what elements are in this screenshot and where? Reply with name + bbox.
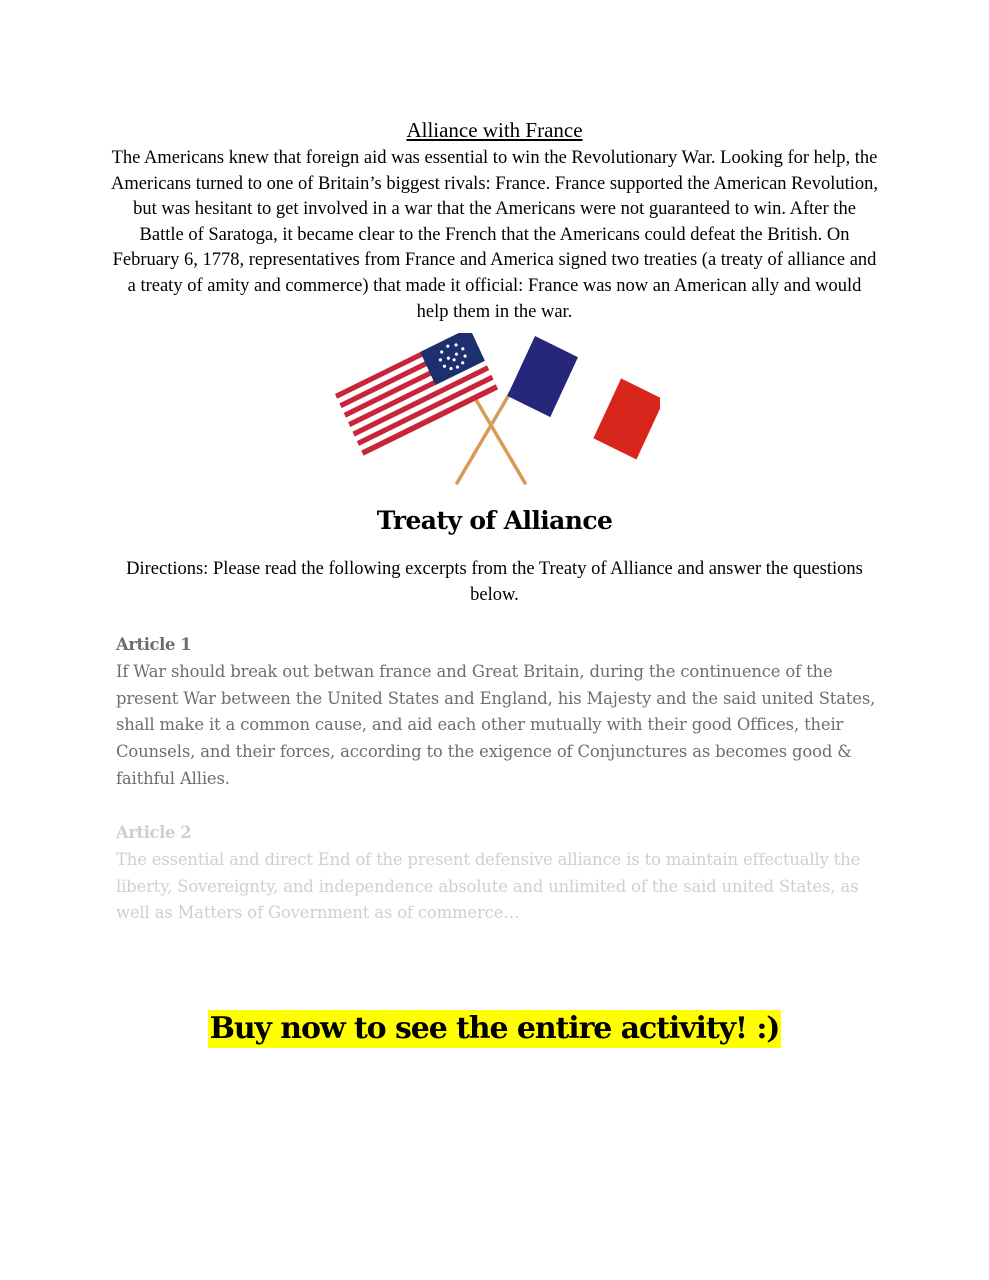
article-1 <box>116 632 876 793</box>
article-1-title: Article 1 <box>116 635 192 654</box>
intro-paragraph: The Americans knew that foreign aid was essential to win the Revolutionary War. Looking for help, the Americans turned to one of Britain’s biggest rivals: France. France supported the American Revolution, but was hesitant to get involved in a war that the Americans were not guaranteed to win. After the Battle of Saratoga, it became clear to the French that the Americans could defeat the British. On February 6, 1778, representatives from France and America signed two treaties (a treaty of alliance and a treaty of amity and commerce) that made it official: France was now an American ally and would help them in the war. <box>110 148 879 322</box>
directions-text: Directions: Please read the following excerpts from the Treaty of Alliance and answer the questions below. <box>126 559 863 605</box>
article-2 <box>116 820 876 927</box>
france-flag-icon <box>507 336 660 460</box>
page-title: Alliance with France <box>406 118 583 142</box>
article-2-title: Article 2 <box>116 823 192 842</box>
us-flag-pole <box>472 393 525 483</box>
article-1-text: If War should break out betwan france and Great Britain, during the continuence of the present War between the United States and England, his Majesty and the said united States, shall make it a common cause, and aid each other mutually with their good Offices, their Counsels, and their forces, according to the exigence of Conjunctures as becomes good & faithful Allies. <box>116 661 876 788</box>
article-2-text: The essential and direct End of the present defensive alliance is to maintain effectually the liberty, Sovereignty, and independence absolute and unlimited of the said united States, as well as Matters of Government as of commerce… <box>116 849 861 923</box>
buy-now-text: Buy now to see the entire activity! :) <box>209 1011 780 1046</box>
us-flag-icon <box>335 333 498 456</box>
treaty-title: Treaty of Alliance <box>376 506 613 535</box>
fr-flag-pole <box>457 393 510 483</box>
crossed-flags-icon <box>330 333 660 488</box>
promo-banner <box>0 1010 989 1048</box>
